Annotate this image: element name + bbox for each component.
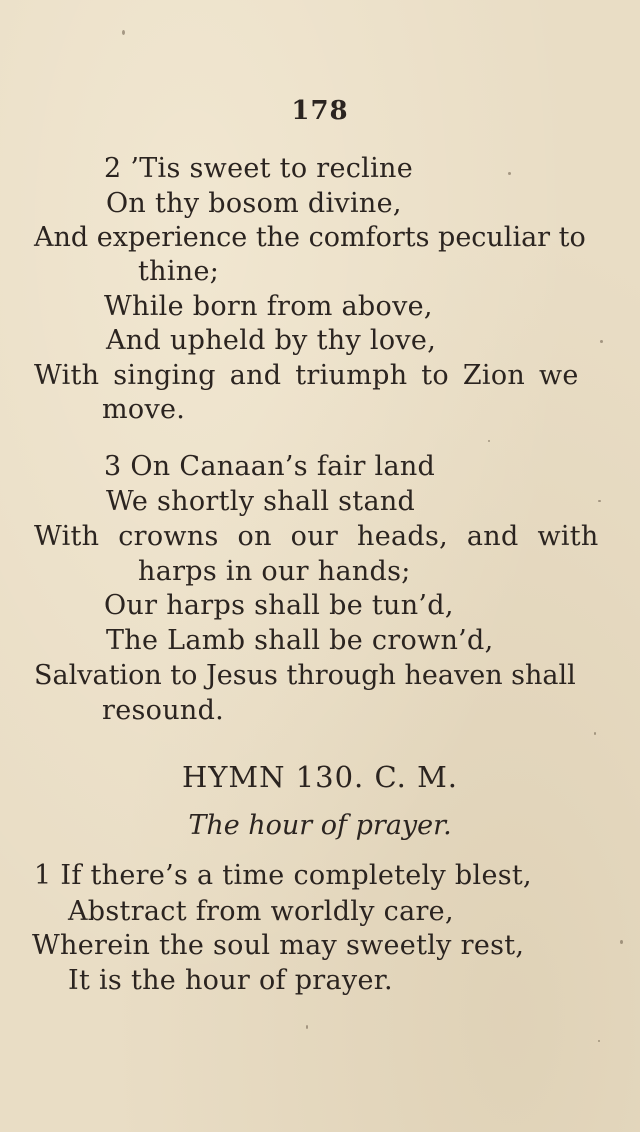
- paper-speck: [594, 732, 596, 735]
- verse-line: We shortly shall stand: [106, 486, 416, 517]
- verse-line: And upheld by thy love,: [106, 325, 437, 356]
- paper-speck: [620, 940, 623, 944]
- verse-line: thine;: [138, 256, 220, 287]
- paper-speck: [598, 500, 601, 502]
- paper-speck: [600, 340, 603, 343]
- verse-line: Our harps shall be tun’d,: [104, 590, 454, 621]
- hymn-heading: HYMN 130. C. M.: [181, 760, 458, 794]
- paper-speck: [306, 1025, 308, 1029]
- page-number: 178: [291, 96, 349, 126]
- verse-line: 2 ’Tis sweet to recline: [104, 153, 414, 184]
- verse-line: It is the hour of prayer.: [68, 965, 393, 996]
- paper-speck: [508, 172, 511, 175]
- hymn-subtitle: The hour of prayer.: [188, 810, 452, 841]
- verse-line: move.: [102, 394, 186, 425]
- paper-speck: [598, 1040, 600, 1042]
- verse-line: 3 On Canaan’s fair land: [104, 451, 436, 482]
- verse-line: The Lamb shall be crown’d,: [106, 625, 494, 656]
- verse-line: And experience the comforts peculiar to: [34, 222, 586, 253]
- verse-line: On thy bosom divine,: [106, 188, 402, 219]
- paper-speck: [122, 30, 125, 35]
- verse-line: With singing and triumph to Zion we: [34, 360, 579, 391]
- verse-line: 1 If there’s a time completely blest,: [34, 860, 532, 891]
- verse-line: Wherein the soul may sweetly rest,: [32, 930, 525, 961]
- verse-line: While born from above,: [104, 291, 433, 322]
- verse-line: With crowns on our heads, and with: [34, 521, 599, 552]
- paper-speck: [488, 440, 490, 442]
- verse-line: harps in our hands;: [138, 556, 411, 587]
- verse-line: Salvation to Jesus through heaven shall: [34, 660, 576, 691]
- verse-line: Abstract from worldly care,: [68, 896, 454, 927]
- verse-line: resound.: [102, 695, 225, 726]
